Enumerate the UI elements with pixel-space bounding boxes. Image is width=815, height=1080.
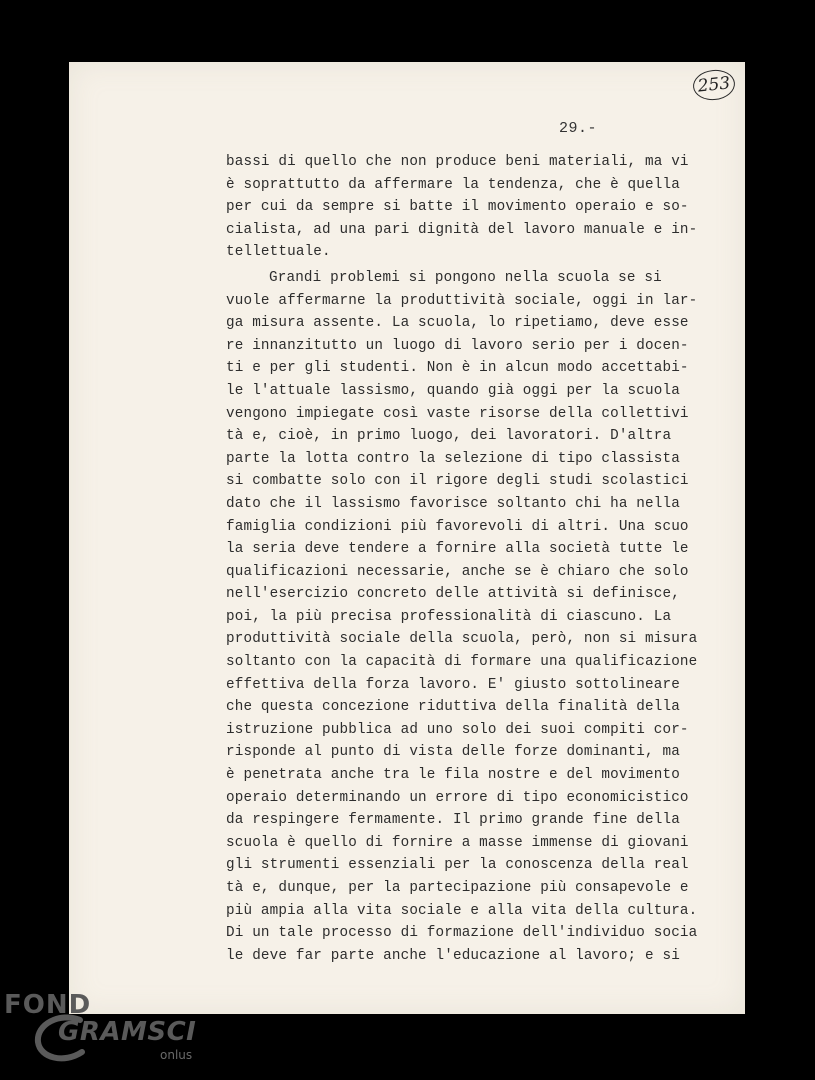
fondazione-gramsci-watermark <box>0 990 200 1070</box>
text-line: vengono impiegate così vaste risorse della collettivi <box>226 405 689 422</box>
text-line: per cui da sempre si batte il movimento operaio e so- <box>226 199 689 216</box>
text-line: soltanto con la capacità di formare una qualificazione <box>226 654 698 671</box>
text-line: famiglia condizioni più favorevoli di altri. Una scuo <box>226 518 689 535</box>
text-line: vuole affermarne la produttività sociale, oggi in lar- <box>226 292 698 309</box>
document-page <box>69 62 745 1014</box>
text-line: scuola è quello di fornire a masse immense di giovani <box>226 834 689 851</box>
text-line: tellettuale. <box>226 244 331 261</box>
archive-number-stamp: 253 <box>692 68 737 102</box>
text-line: bassi di quello che non produce beni materiali, ma vi <box>226 154 689 170</box>
paragraph-first-line: Grandi problemi si pongono nella scuola se si <box>269 269 662 286</box>
text-line: istruzione pubblica ad uno solo dei suoi compiti cor- <box>226 721 689 738</box>
text-line: più ampia alla vita sociale e alla vita della cultura. <box>226 902 698 919</box>
text-line: le deve far parte anche l'educazione al lavoro; e si <box>226 947 680 964</box>
text-line: dato che il lassismo favorisce soltanto chi ha nella <box>226 495 680 512</box>
text-line: è soprattutto da affermare la tendenza, che è quella <box>226 176 680 193</box>
text-line: che questa concezione riduttiva della finalità della <box>226 699 680 716</box>
text-line: poi, la più precisa professionalità di ciascuno. La <box>226 608 672 625</box>
text-line: qualificazioni necessarie, anche se è chiaro che solo <box>226 563 689 580</box>
text-line: si combatte solo con il rigore degli studi scolastici <box>226 473 689 490</box>
text-line: tà e, dunque, per la partecipazione più consapevole e <box>226 880 689 896</box>
text-line: da respingere fermamente. Il primo grande fine della <box>226 812 680 829</box>
text-line: ga misura assente. La scuola, lo ripetiamo, deve esse <box>226 315 689 332</box>
page-number: 29.- <box>559 120 598 137</box>
text-line: Di un tale processo di formazione dell'individuo socia <box>226 925 698 942</box>
text-line: produttività sociale della scuola, però, non si misura <box>226 631 698 648</box>
text-line: le l'attuale lassismo, quando già oggi per la scuola <box>226 382 680 399</box>
text-line: effettiva della forza lavoro. E' giusto sottolineare <box>226 676 680 693</box>
text-line: nell'esercizio concreto delle attività si definisce, <box>226 586 680 603</box>
text-line: re innanzitutto un luogo di lavoro serio per i docen- <box>226 337 689 354</box>
text-line: tà e, cioè, in primo luogo, dei lavoratori. D'altra <box>226 428 672 445</box>
logo-text-onlus: onlus <box>160 1048 193 1062</box>
text-line: parte la lotta contro la selezione di tipo classista <box>226 450 680 467</box>
logo-text-fond: FOND <box>4 990 92 1020</box>
text-line: ti e per gli studenti. Non è in alcun modo accettabi- <box>226 360 689 377</box>
text-line: è penetrata anche tra le fila nostre e del movimento <box>226 767 680 784</box>
text-line: cialista, ad una pari dignità del lavoro manuale e in- <box>226 221 698 238</box>
text-line: la seria deve tendere a fornire alla società tutte le <box>226 541 689 558</box>
text-line: operaio determinando un errore di tipo economicistico <box>226 789 689 806</box>
logo-text-gramsci: GRAMSCI <box>58 1017 197 1047</box>
typed-text-body <box>226 151 726 967</box>
text-line: risponde al punto di vista delle forze dominanti, ma <box>226 744 680 761</box>
text-line: gli strumenti essenziali per la conoscenza della real <box>226 857 689 874</box>
